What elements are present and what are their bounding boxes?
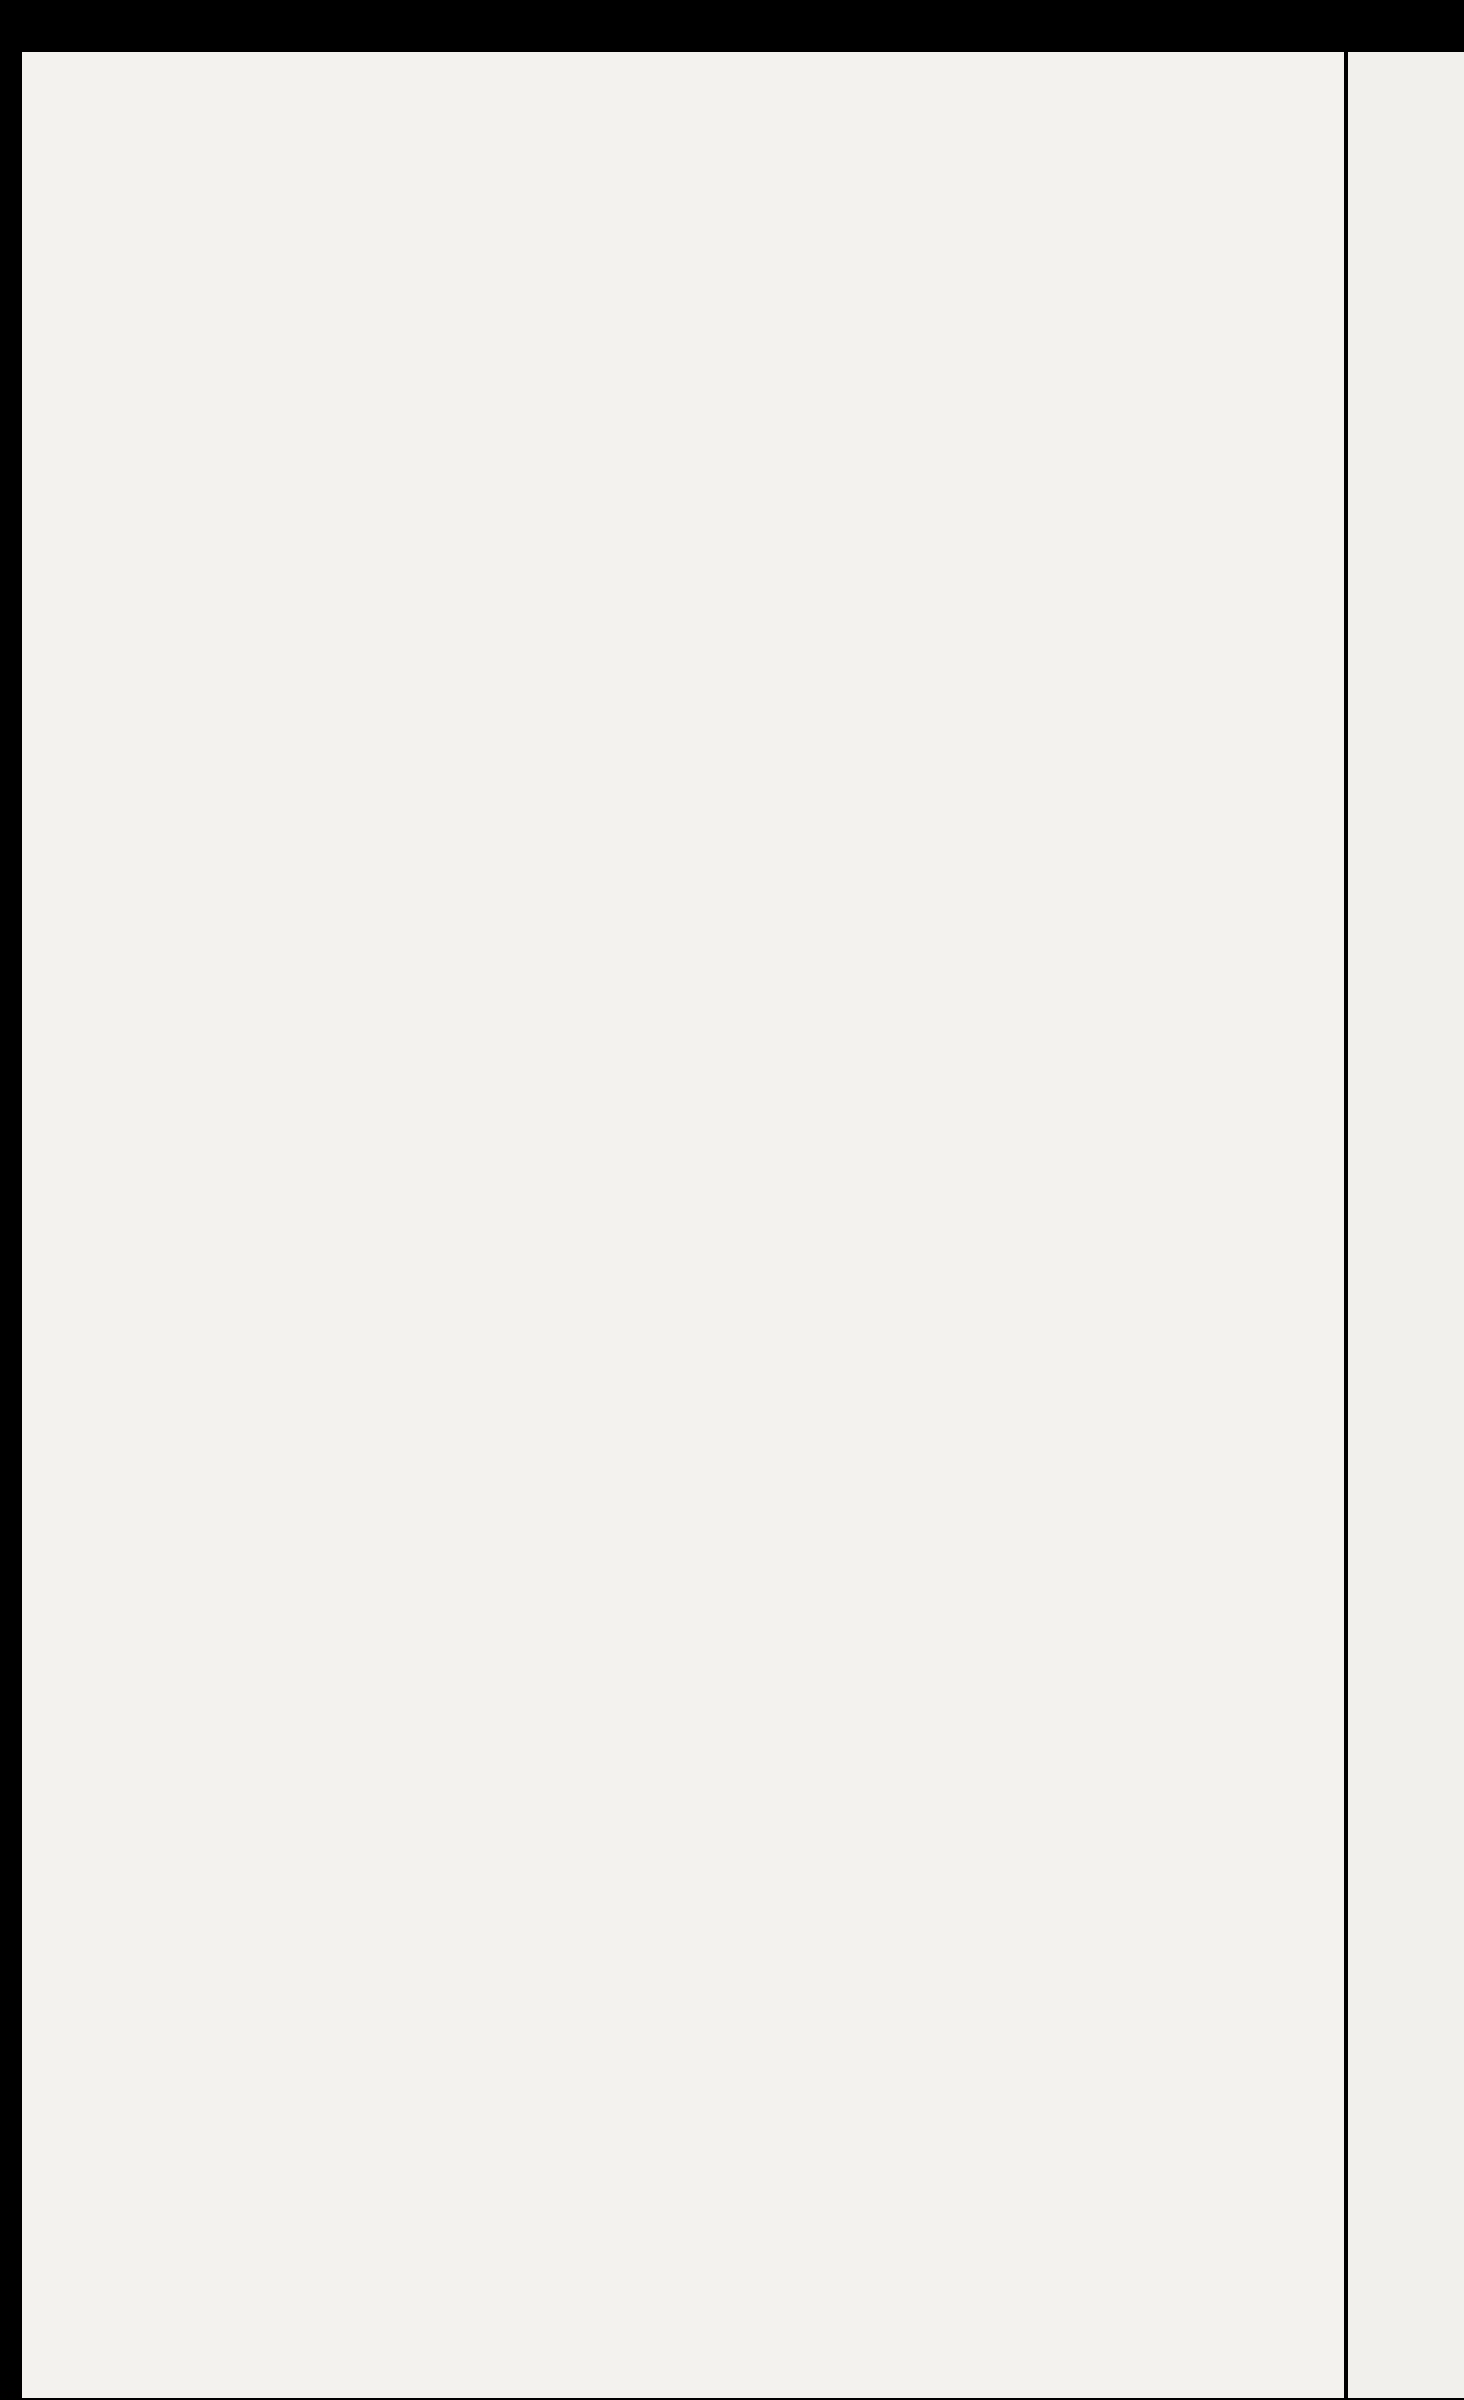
adjacent-page: [1348, 52, 1464, 2398]
almanac-page: [22, 52, 1344, 2398]
